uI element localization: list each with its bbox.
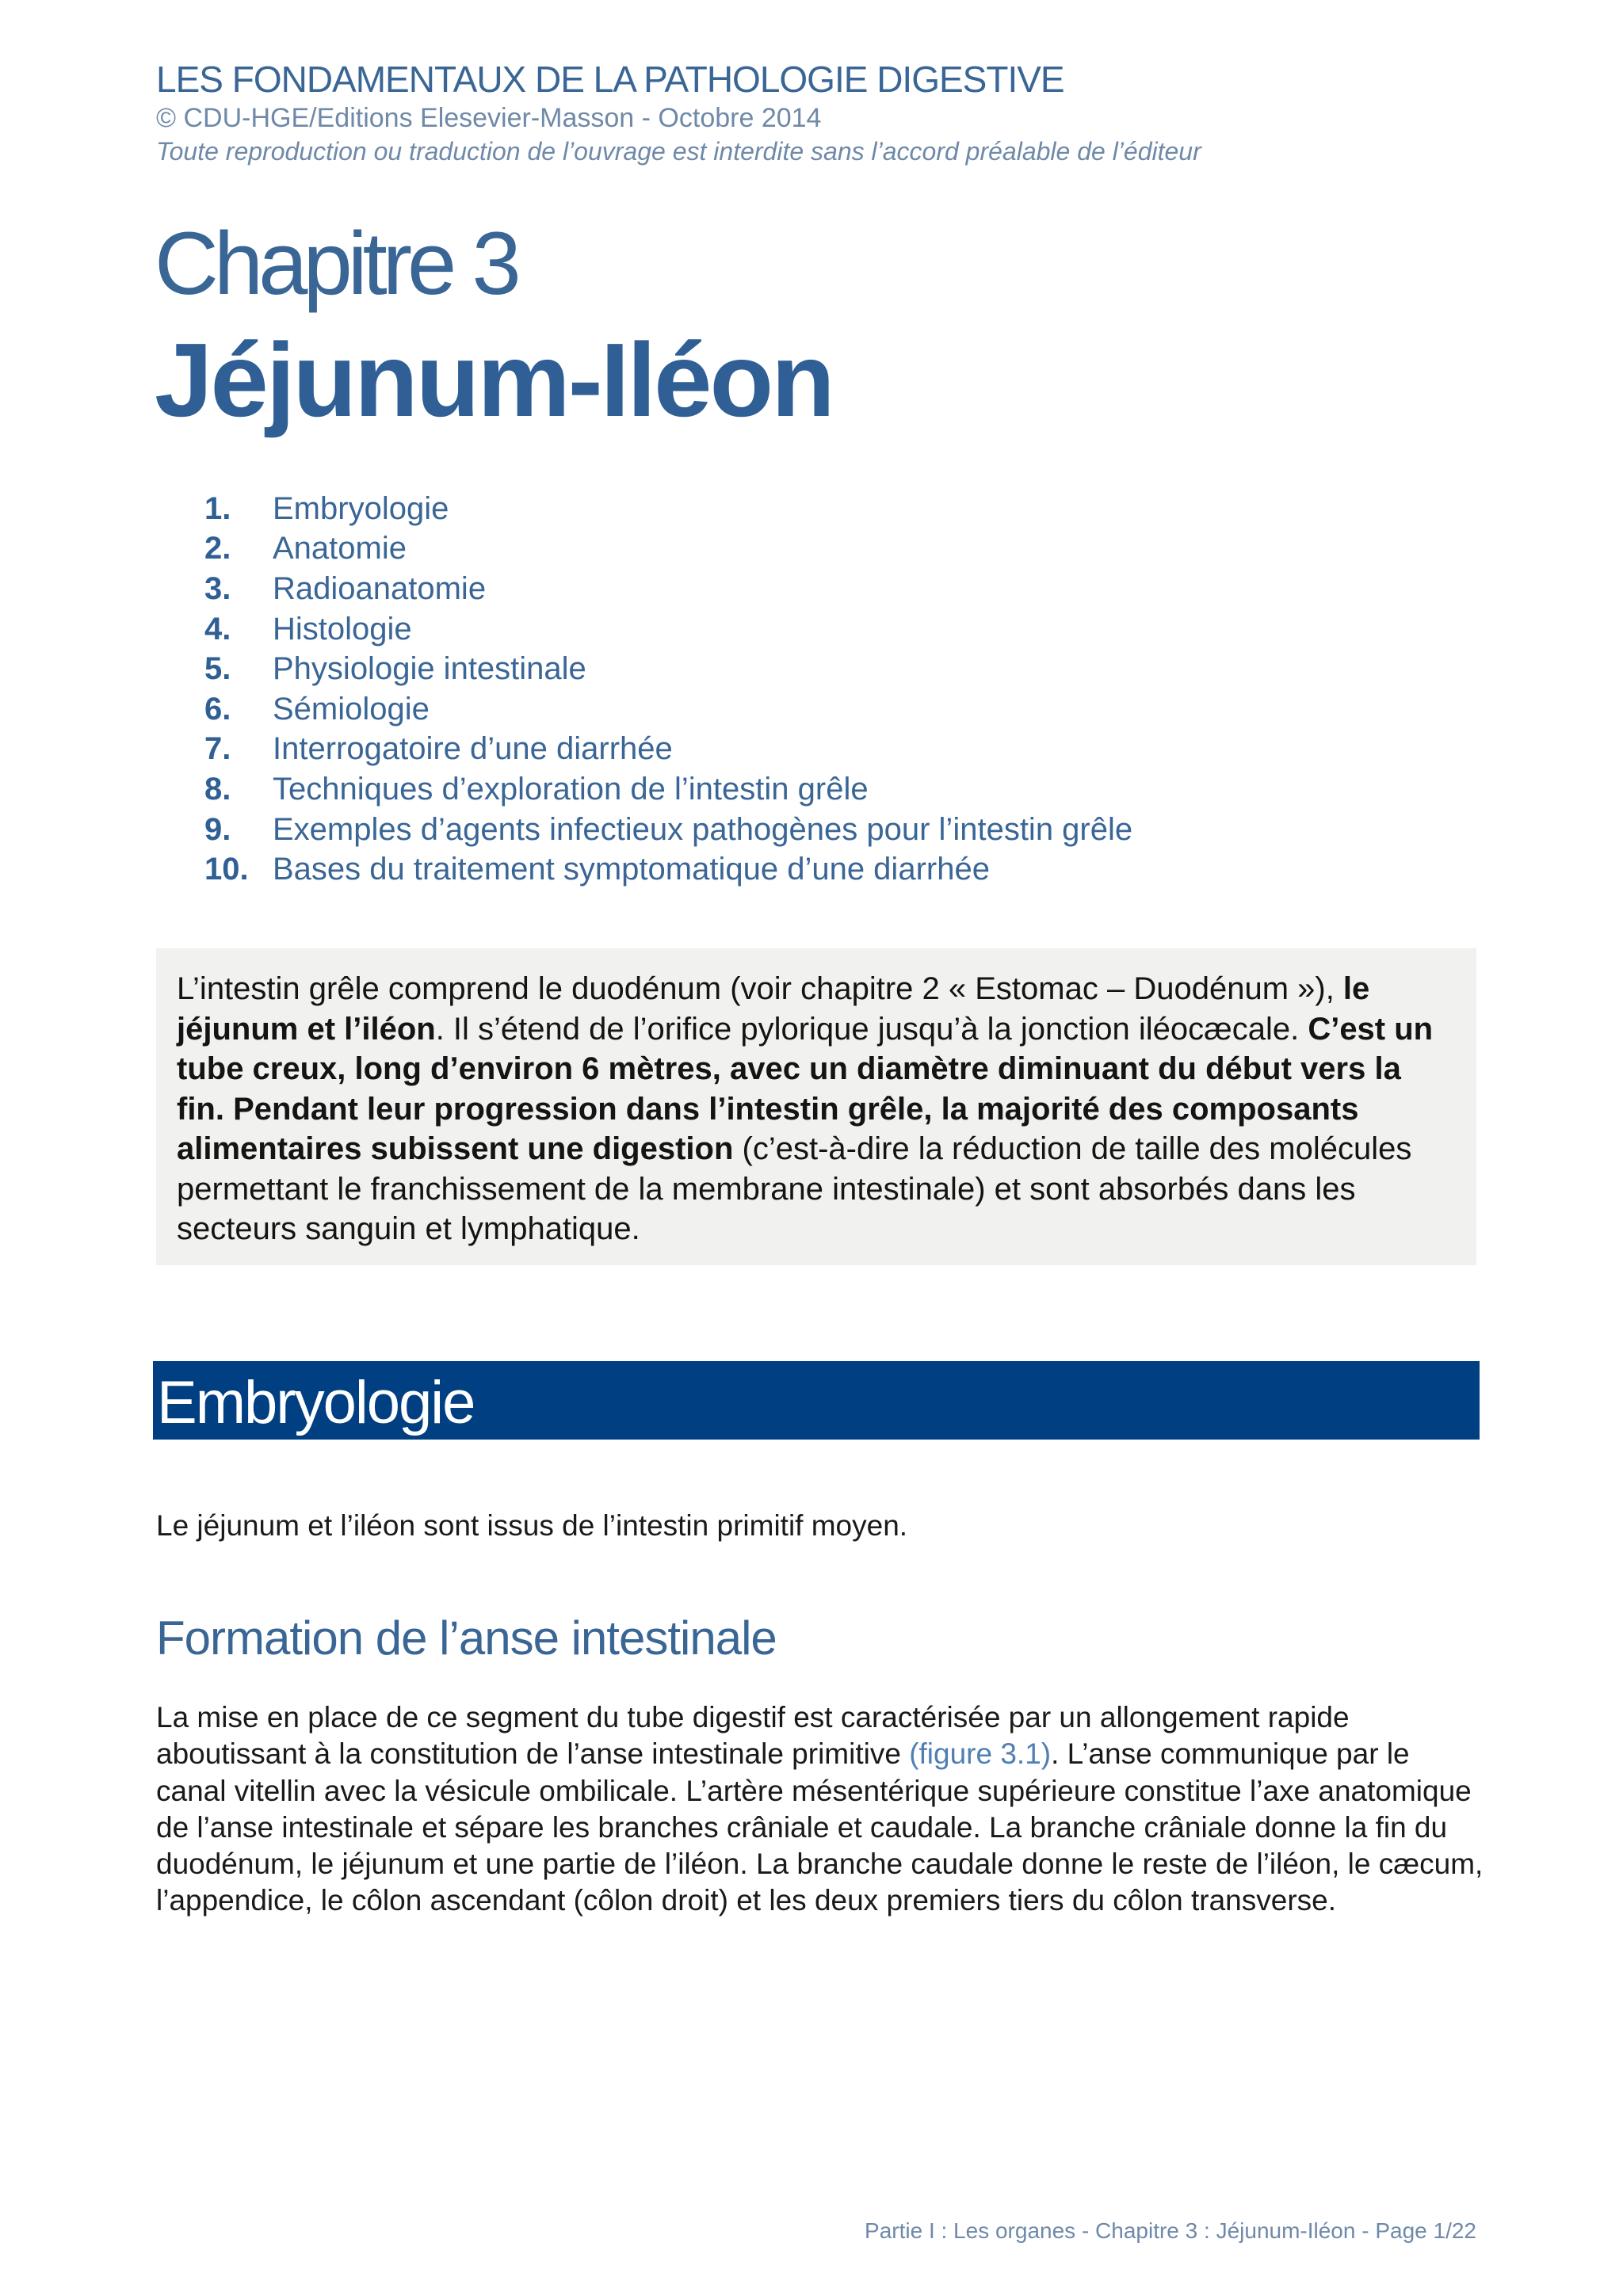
summary-text: (c’est-à-dire la réduction de taille des molécules permettant le franchissement de la membrane intestinale) et sont absorbés dans les secteurs sanguin et lymphatique. (177, 1131, 1412, 1246)
chapter-summary-box (156, 948, 1476, 1265)
toc-item[interactable] (204, 689, 1132, 730)
toc-number: 4. (204, 611, 231, 646)
toc-number: 1. (204, 490, 231, 526)
toc-label: Interrogatoire d’une diarrhée (273, 731, 673, 767)
toc-number: 9. (204, 811, 231, 847)
book-title: LES FONDAMENTAUX DE LA PATHOLOGIE DIGESTIVE (156, 59, 1064, 100)
toc-label: Anatomie (273, 531, 407, 566)
toc-item[interactable] (204, 649, 1132, 689)
toc-label: Embryologie (273, 490, 449, 526)
toc-item[interactable] (204, 769, 1132, 810)
toc-label: Techniques d’exploration de l’intestin grêle (273, 771, 869, 807)
toc-item[interactable] (204, 810, 1132, 850)
toc-label: Radioanatomie (273, 570, 487, 606)
toc-item[interactable] (204, 569, 1132, 609)
summary-text: L’intestin grêle comprend le duodénum (voir chapitre 2 « Estomac – Duodénum »), (177, 971, 1343, 1006)
running-header (156, 57, 1503, 168)
toc-number: 2. (204, 531, 231, 566)
toc-item[interactable] (204, 730, 1132, 770)
toc-item[interactable] (204, 609, 1132, 650)
section-intro: Le jéjunum et l’iléon sont issus de l’intestin primitif moyen. (156, 1509, 908, 1542)
body-paragraph (156, 1699, 1487, 1920)
subsection-heading: Formation de l’anse intestinale (156, 1611, 777, 1665)
copyright-line: © CDU-HGE/Editions Elesevier-Masson - Octobre 2014 (156, 103, 822, 133)
summary-bold: C’est un tube creux, long d’environ 6 mètres, avec un diamètre diminuant du début vers la fin. Pendant leur progression dans l’intestin grêle, la majorité des composants alimentaires subissent une digestion (177, 1011, 1434, 1166)
chapter-label: Chapitre 3 (155, 214, 517, 313)
toc-label: Histologie (273, 611, 412, 646)
toc-number: 8. (204, 771, 231, 807)
page-footer: Partie I : Les organes - Chapitre 3 : Jéjunum-Iléon - Page 1/22 (865, 2218, 1476, 2243)
body-text: . L’anse communique par le canal vitellin avec la vésicule ombilicale. L’artère mésentérique supérieure constitue l’axe anatomique de l’anse intestinale et sépare les branches crâniale et caudale. La branche crâniale donne la fin du duodénum, le jéjunum et une partie de l’iléon. La branche caudale donne le reste de l’iléon, le cæcum, l’appendice, le côlon ascendant (côlon droit) et les deux premiers tiers du côlon transverse. (156, 1737, 1484, 1917)
toc-item[interactable] (204, 489, 1132, 529)
summary-paragraph (177, 969, 1456, 1249)
summary-text: . Il s’étend de l’orifice pylorique jusqu’à la jonction iléocæcale. (435, 1011, 1308, 1047)
toc-item[interactable] (204, 529, 1132, 570)
reproduction-notice: Toute reproduction ou traduction de l’ouvrage est interdite sans l’accord préalable de l’éditeur (156, 137, 1201, 166)
toc-number: 10. (204, 852, 249, 887)
body-text: La mise en place de ce segment du tube digestif est caractérisée par un allongement rapide aboutissant à la constitution de l’anse intestinale primitive (156, 1701, 1350, 1771)
toc-number: 6. (204, 691, 231, 727)
toc-number: 3. (204, 570, 231, 606)
section-heading-bar (153, 1361, 1480, 1440)
toc-number: 5. (204, 651, 231, 687)
toc-item[interactable] (204, 849, 1132, 890)
figure-link[interactable]: (figure 3.1) (909, 1737, 1052, 1771)
table-of-contents (204, 489, 1132, 890)
toc-label: Exemples d’agents infectieux pathogènes pour l’intestin grêle (273, 811, 1133, 847)
chapter-title: Jéjunum-Iléon (155, 322, 833, 438)
toc-label: Physiologie intestinale (273, 651, 586, 687)
summary-bold: le jéjunum et l’iléon (177, 971, 1370, 1047)
toc-number: 7. (204, 731, 231, 767)
toc-label: Sémiologie (273, 691, 430, 727)
section-title: Embryologie (157, 1369, 475, 1436)
toc-label: Bases du traitement symptomatique d’une diarrhée (273, 852, 990, 887)
